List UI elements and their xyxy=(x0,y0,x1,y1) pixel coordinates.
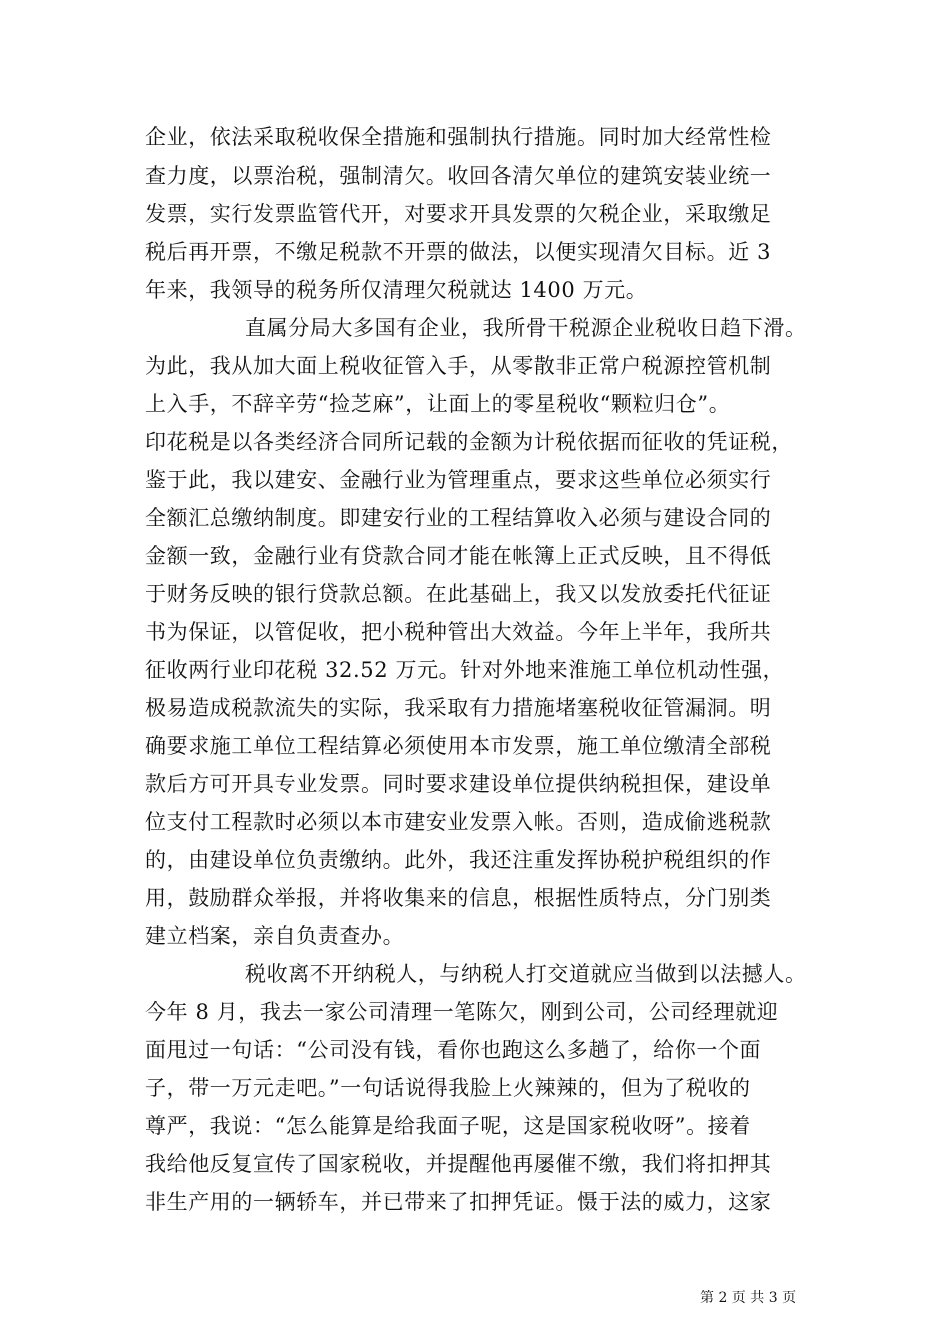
text-line: 款后方可开具专业发票。同时要求建设单位提供纳税担保，建设单 xyxy=(145,772,772,796)
text-line: 上入手，不辞辛劳“捡芝麻”，让面上的零星税收“颗粒归仓”。 xyxy=(145,392,731,416)
text-line: 税后再开票，不缴足税款不开票的做法，以便实现清欠目标。近 3 xyxy=(145,240,772,264)
text-line: 子，带一万元走吧。”一句话说得我脸上火辣辣的，但为了税收的 xyxy=(145,1076,751,1100)
text-line: 的，由建设单位负责缴纳。此外，我还注重发挥协税护税组织的作 xyxy=(145,848,772,872)
text-line: 我给他反复宣传了国家税收，并提醒他再屡催不缴，我们将扣押其 xyxy=(145,1152,772,1176)
text-line: 面甩过一句话：“公司没有钱，看你也跑这么多趟了，给你一个面 xyxy=(145,1038,762,1062)
text-line: 极易造成税款流失的实际，我采取有力措施堵塞税收征管漏洞。明 xyxy=(145,696,772,720)
text-line: 于财务反映的银行贷款总额。在此基础上，我又以发放委托代征证 xyxy=(145,582,772,606)
text-line: 确要求施工单位工程结算必须使用本市发票，施工单位缴清全部税 xyxy=(145,734,772,758)
text-line: 全额汇总缴纳制度。即建安行业的工程结算收入必须与建设合同的 xyxy=(145,506,772,530)
text-line: 建立档案，亲自负责查办。 xyxy=(145,924,405,948)
text-line: 用，鼓励群众举报，并将收集来的信息，根据性质特点，分门别类 xyxy=(145,886,772,910)
text-line: 尊严，我说：“怎么能算是给我面子呢，这是国家税收呀”。接着 xyxy=(145,1114,751,1138)
text-line: 非生产用的一辆轿车，并已带来了扣押凭证。慑于法的威力，这家 xyxy=(145,1190,772,1214)
text-line: 税收离不开纳税人，与纳税人打交道就应当做到以法撼人。 xyxy=(245,962,807,986)
text-line: 征收两行业印花税 32.52 万元。针对外地来淮施工单位机动性强， xyxy=(145,658,785,682)
text-line: 为此，我从加大面上税收征管入手，从零散非正常户税源控管机制 xyxy=(145,354,772,378)
text-line: 金额一致，金融行业有贷款合同才能在帐簿上正式反映，且不得低 xyxy=(145,544,772,568)
text-line: 书为保证，以管促收，把小税种管出大效益。今年上半年，我所共 xyxy=(145,620,772,644)
text-line: 印花税是以各类经济合同所记载的金额为计税依据而征收的凭证税， xyxy=(145,430,793,454)
text-line: 位支付工程款时必须以本市建安业发票入帐。否则，造成偷逃税款 xyxy=(145,810,772,834)
page-number-footer: 第 2 页 共 3 页 xyxy=(700,1290,797,1306)
text-line: 年来，我领导的税务所仅清理欠税就达 1400 万元。 xyxy=(145,278,648,302)
text-line: 发票，实行发票监管代开，对要求开具发票的欠税企业，采取缴足 xyxy=(145,202,772,226)
text-line: 今年 8 月，我去一家公司清理一笔陈欠，刚到公司，公司经理就迎 xyxy=(145,1000,779,1024)
text-line: 查力度，以票治税，强制清欠。收回各清欠单位的建筑安装业统一 xyxy=(145,164,772,188)
text-line: 直属分局大多国有企业，我所骨干税源企业税收日趋下滑。 xyxy=(245,316,807,340)
text-line: 企业，依法采取税收保全措施和强制执行措施。同时加大经常性检 xyxy=(145,125,772,149)
text-line: 鉴于此，我以建安、金融行业为管理重点，要求这些单位必须实行 xyxy=(145,468,772,492)
